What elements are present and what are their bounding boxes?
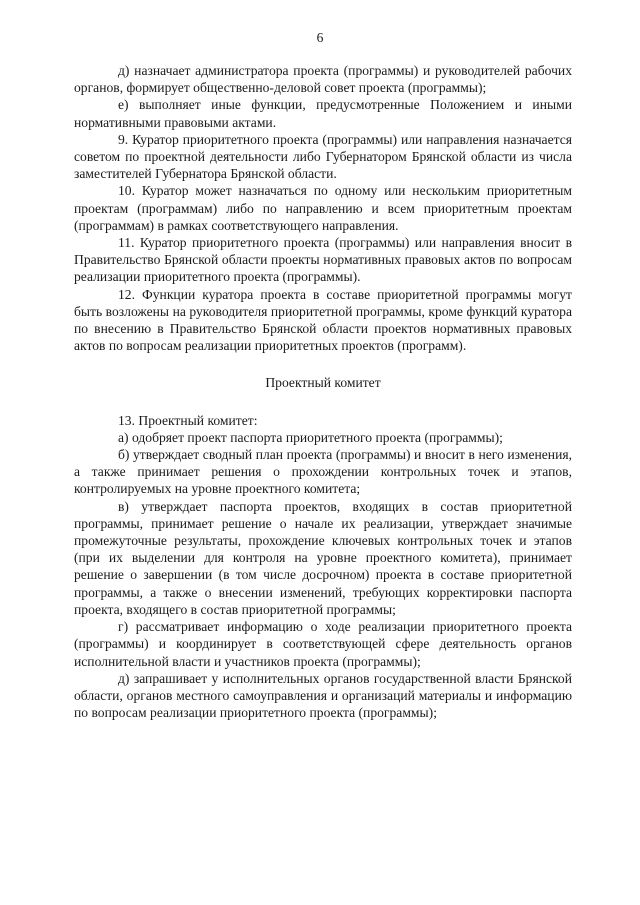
page-number: 6 bbox=[316, 30, 324, 45]
paragraph: 13. Проектный комитет: bbox=[118, 412, 258, 428]
paragraph: д) запрашивает у исполнительных органов государственной власти Брянской области, органов местного самоуправления и организаций материалы и информацию по вопросам реализации приоритетного проекта (программы); bbox=[74, 670, 572, 721]
paragraph: д) назначает администратора проекта (программы) и руководителей рабочих органов, формирует общественно-деловой совет проекта (программы); bbox=[74, 63, 572, 96]
paragraph: 12. Функции куратора проекта в составе приоритетной программы могут быть возложены на руководителя приоритетной программы, кроме функций куратора по внесению в Правительство Брянской области проектов нормативных правовых актов по вопросам реализации приоритетных проектов (программ). bbox=[74, 286, 572, 354]
paragraph: а) одобряет проект паспорта приоритетного проекта (программы); bbox=[118, 429, 503, 445]
document-body bbox=[74, 62, 572, 721]
paragraph: 9. Куратор приоритетного проекта (программы) или направления назначается советом по проектной деятельности либо Губернатором Брянской области из числа заместителей Губернатора Брянской области. bbox=[74, 131, 572, 182]
section-heading: Проектный комитет bbox=[265, 375, 381, 391]
paragraph: в) утверждает паспорта проектов, входящих в состав приоритетной программы, принимает решение о начале их реализации, утверждает значимые промежуточные результаты, прохождение ключевых контрольных точек и этапов (при их выделении для контроля на уровне проектного комитета), принимает решение о завершении (в том числе досрочном) проекта в составе приоритетной программы, а также о внесении изменений, требующих корректировки паспорта проекта, входящего в состав приоритетной программы; bbox=[74, 498, 572, 617]
paragraph: б) утверждает сводный план проекта (программы) и вносит в него изменения, а также принимает решения о прохождении контрольных точек и этапов, контролируемых на уровне проектного комитета; bbox=[74, 447, 572, 497]
paragraph: г) рассматривает информацию о ходе реализации приоритетного проекта (программы) и координирует в соответствующей сфере деятельность органов исполнительной власти и участников проекта (программы); bbox=[74, 619, 572, 669]
paragraph: 11. Куратор приоритетного проекта (программы) или направления вносит в Правительство Брянской области проекты нормативных правовых актов по вопросам реализации приоритетного проекта (программы). bbox=[74, 235, 572, 285]
paragraph: е) выполняет иные функции, предусмотренные Положением и иными нормативными правовыми актами. bbox=[74, 97, 572, 130]
paragraph: 10. Куратор может назначаться по одному или нескольким приоритетным проектам (программам) либо по направлению и всем приоритетным проектам (программам) в рамках соответствующего направления. bbox=[74, 183, 572, 233]
